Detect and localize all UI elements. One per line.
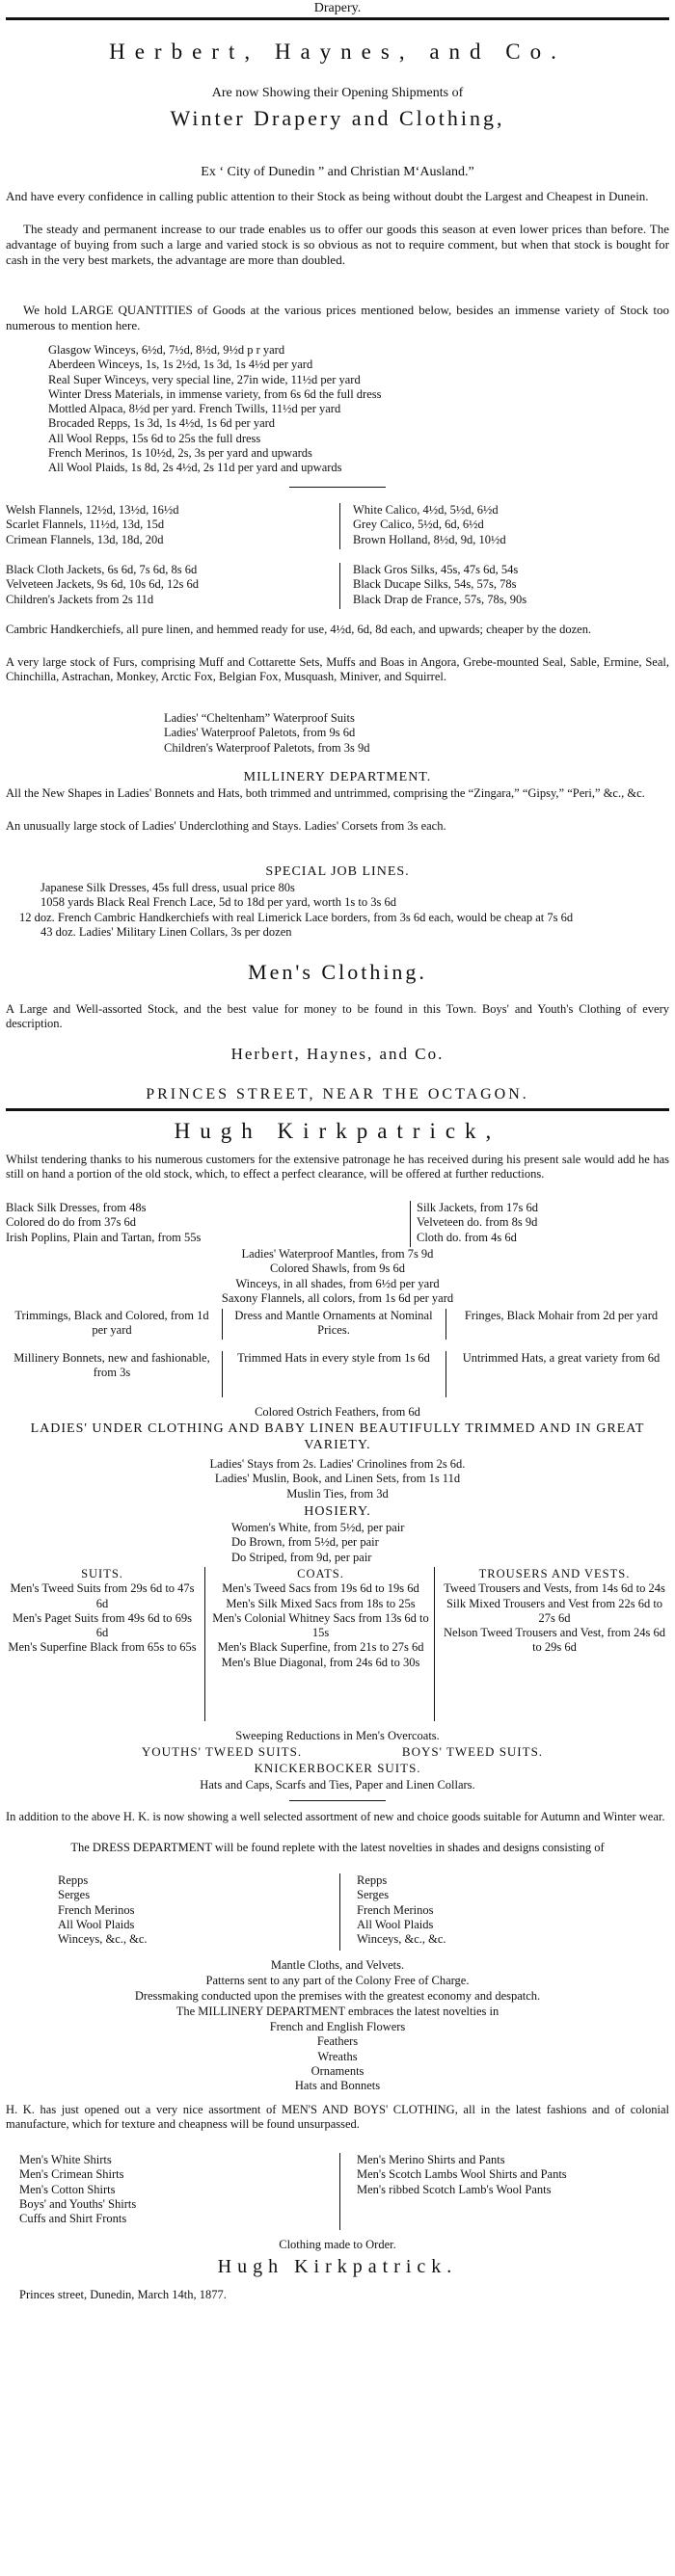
herbert-intro-3: We hold LARGE QUANTITIES of Goods at the various prices mentioned below, besides an immense variety of Stock too numerous to mention here.	[6, 303, 669, 332]
list-item: Ladies' “Cheltenham” Waterproof Suits	[164, 711, 355, 725]
coats-heading: COATS.	[297, 1567, 344, 1580]
herbert-opening: Are now Showing their Opening Shipments of	[211, 86, 464, 100]
list-item: Ladies' Waterproof Paletots, from 9s 6d	[164, 726, 356, 740]
list-item: Colored Shawls, from 9s 6d	[270, 1261, 405, 1276]
fabrics-right	[357, 1873, 588, 1947]
millinery-bonnets: Millinery Bonnets, new and fashionable, from 3s	[14, 1351, 210, 1380]
trimmings: Trimmings, Black and Colored, from 1d per yard	[14, 1309, 209, 1338]
hosiery-list	[231, 1521, 521, 1565]
suits-heading: SUITS.	[81, 1567, 123, 1580]
list-item: Black Silk Dresses, from 48s	[6, 1201, 147, 1214]
list-item: Children's Waterproof Paletots, from 3s 9d	[164, 740, 370, 755]
list-item: Men's Cotton Shirts	[19, 2182, 116, 2196]
list-item: Do Striped, from 9d, per pair	[231, 1550, 372, 1564]
list-item: Crimean Flannels, 13d, 18d, 20d	[6, 532, 164, 546]
list-item: Nelson Tweed Trousers and Vest, from 24s 6d to 29s 6d	[444, 1626, 665, 1655]
trousers-heading: TROUSERS AND VESTS.	[478, 1567, 631, 1580]
list-item: All Wool Repps, 15s 6d to 25s the full dress	[48, 431, 261, 445]
list-item: White Calico, 4½d, 5½d, 6½d	[353, 503, 499, 517]
underclothing-heading: LADIES' UNDER CLOTHING AND BABY LINEN BEAUTIFULLY TRIMMED AND IN GREAT VARIETY.	[30, 1421, 645, 1453]
millinery-department: The MILLINERY DEPARTMENT embraces the latest novelties in	[176, 2005, 500, 2018]
column-divider	[339, 2153, 340, 2230]
hosiery-heading: HOSIERY.	[304, 1504, 371, 1519]
jackets-right	[353, 563, 671, 607]
herbert-intro-2: The steady and permanent increase to our trade enables us to offer our goods this season at even lower prices than before. The advantage of buying from such a large and varied stock is so obvious as not to require comment, but when that stock is bought for cash in the very best markets, the advantage are more than doubled.	[6, 222, 669, 267]
hugh-center-list	[6, 1247, 669, 1306]
list-item: Men's Silk Mixed Sacs from 18s to 25s	[226, 1596, 416, 1610]
column-divider	[339, 563, 340, 609]
list-item: Black Gros Silks, 45s, 47s 6d, 54s	[353, 563, 519, 576]
list-item: Black Cloth Jackets, 6s 6d, 7s 6d, 8s 6d	[6, 563, 198, 576]
untrimmed-hats: Untrimmed Hats, a great variety from 6d	[462, 1351, 661, 1365]
list-item: Winceys, &c., &c.	[357, 1932, 446, 1946]
list-item: Men's Tweed Suits from 29s 6d to 47s 6d	[10, 1581, 195, 1610]
herbert-address: PRINCES STREET, NEAR THE OCTAGON.	[146, 1086, 529, 1102]
list-item: Winceys, in all shades, from 6½d per yard	[235, 1276, 440, 1290]
dressmaking-text: Dressmaking conducted upon the premises with the greatest economy and despatch.	[134, 1989, 541, 2003]
special-heading: SPECIAL JOB LINES.	[265, 864, 410, 879]
list-item: Real Super Winceys, very special line, 27in wide, 11½d per yard	[48, 372, 361, 386]
trousers-column	[440, 1567, 669, 1656]
stays-list	[6, 1457, 669, 1501]
list-item: Ladies' Stays from 2s. Ladies' Crinolines from 2s 6d.	[209, 1457, 466, 1471]
millinery-text-1: All the New Shapes in Ladies' Bonnets and Hats, both trimmed and untrimmed, comprising the “Zingara,” “Gipsy,” “Peri,” &c., &c.	[6, 786, 645, 800]
list-item: Women's White, from 5½d, per pair	[231, 1521, 405, 1534]
list-item: 12 doz. French Cambric Handkerchiefs with real Limerick Lace borders, from 3s 6d each, would be cheap at 7s 6d	[19, 910, 574, 924]
herbert-subtitle: Winter Drapery and Clothing,	[170, 106, 505, 130]
list-item: French Merinos	[58, 1902, 135, 1917]
overcoats: Sweeping Reductions in Men's Overcoats.	[235, 1729, 440, 1742]
patterns-text: Patterns sent to any part of the Colony Free of Charge.	[205, 1974, 470, 1987]
list-item: Black Ducape Silks, 54s, 57s, 78s	[353, 577, 517, 592]
list-item: Men's Colonial Whitney Sacs from 13s 6d to 15s	[212, 1610, 429, 1639]
list-item: All Wool Plaids	[58, 1917, 135, 1931]
column-divider	[222, 1309, 223, 1340]
list-item: Tweed Trousers and Vests, from 14s 6d to 24s	[444, 1581, 665, 1596]
list-item: Cuffs and Shirt Fronts	[19, 2212, 127, 2225]
column-divider	[339, 1873, 340, 1951]
list-item: Japanese Silk Dresses, 45s full dress, usual price 80s	[40, 881, 295, 894]
list-item: Serges	[357, 1888, 390, 1902]
hugh-title: Hugh Kirkpatrick,	[174, 1119, 501, 1143]
cambric-text: Cambric Handkerchiefs, all pure linen, and hemmed ready for use, 4½d, 6d, 8d each, and upwards; cheaper by the dozen.	[6, 623, 592, 636]
flowers-list	[6, 2020, 669, 2093]
list-item: Ornaments	[310, 2063, 364, 2078]
herbert-fabric-list	[48, 343, 646, 475]
list-item: Men's ribbed Scotch Lamb's Wool Pants	[357, 2182, 552, 2196]
column-divider	[222, 1351, 223, 1397]
furs-text: A very large stock of Furs, comprising Muff and Cottarette Sets, Muffs and Boas in Angora, Grebe-mounted Seal, Sable, Ermine, Seal, Chinchilla, Astrachan, Monkey, Arctic Fox, Belgian Fox, Musquash, Miniver, and Squirrel.	[6, 655, 669, 684]
section-header: Drapery.	[313, 1, 362, 15]
mantle-cloths: Mantle Cloths, and Velvets.	[270, 1958, 405, 1972]
list-item: Silk Jackets, from 17s 6d	[417, 1201, 539, 1214]
list-item: Irish Poplins, Plain and Tartan, from 55s	[6, 1230, 202, 1244]
list-item: Aberdeen Winceys, 1s, 1s 2½d, 1s 3d, 1s 4½d per yard	[48, 358, 313, 372]
opened-text: H. K. has just opened out a very nice assortment of MEN'S AND BOYS' CLOTHING, all in the latest fashions and of colonial manufacture, which for texture and cheapness will be found unsurpassed.	[6, 2103, 669, 2132]
shirts-left	[19, 2153, 309, 2226]
list-item: French Merinos, 1s 10½d, 2s, 3s per yard and upwards	[48, 445, 312, 460]
herbert-ex-ships: Ex ‘ City of Dunedin ” and Christian M‘Ausland.”	[201, 165, 474, 179]
list-item: Hats and Bonnets	[294, 2079, 381, 2092]
list-item: Men's Merino Shirts and Pants	[357, 2153, 505, 2166]
addition-text: In addition to the above H. K. is now showing a well selected assortment of new and choice goods suitable for Autumn and Winter wear.	[6, 1810, 665, 1823]
mens-clothing-text: A Large and Well-assorted Stock, and the best value for money to be found in this Town. Boys' and Youth's Clothing of every description.	[6, 1002, 669, 1031]
list-item: All Wool Plaids	[357, 1917, 434, 1931]
list-item: Boys' and Youths' Shirts	[19, 2196, 137, 2211]
list-item: Ladies' Muslin, Book, and Linen Sets, from 1s 11d	[214, 1472, 461, 1486]
hugh-intro: Whilst tendering thanks to his numerous customers for the extensive patronage he has received during his present sale would add he has still on hand a portion of the old stock, which, to effect a perfect clearance, will be offered at further reductions.	[6, 1153, 669, 1182]
trimmed-hats: Trimmed Hats in every style from 1s 6d	[237, 1351, 430, 1365]
list-item: Repps	[58, 1873, 89, 1887]
top-rule	[6, 17, 669, 20]
clothing-order: Clothing made to Order.	[279, 2238, 396, 2251]
list-item: Mottled Alpaca, 8½d per yard. French Twills, 11½d per yard	[48, 402, 341, 415]
column-divider	[204, 1567, 205, 1721]
list-item: French and English Flowers	[269, 2020, 406, 2033]
hugh-dress-left	[6, 1201, 334, 1245]
hugh-date: Princes street, Dunedin, March 14th, 1877.	[19, 2288, 227, 2301]
column-divider	[410, 1201, 411, 1247]
list-item: Saxony Flannels, all colors, from 1s 6d per yard	[221, 1290, 454, 1305]
list-item: Scarlet Flannels, 11½d, 13d, 15d	[6, 518, 165, 532]
hats-caps: Hats and Caps, Scarfs and Ties, Paper and Linen Collars.	[200, 1778, 475, 1792]
list-item: Feathers	[316, 2034, 359, 2049]
list-item: Do Brown, from 5½d, per pair	[231, 1535, 379, 1550]
herbert-intro-1: And have every confidence in calling public attention to their Stock as being without doubt the Largest and Cheapest in Dunein.	[6, 189, 649, 203]
list-item: Winceys, &c., &c.	[58, 1932, 148, 1946]
list-item: Men's Superfine Black from 65s to 65s	[8, 1640, 197, 1655]
millinery-heading: MILLINERY DEPARTMENT.	[243, 770, 432, 784]
list-item: Velveteen do. from 8s 9d	[417, 1215, 538, 1230]
fabrics-left	[58, 1873, 289, 1947]
column-divider	[339, 503, 340, 549]
coats-column	[212, 1567, 429, 1670]
hugh-signature: Hugh Kirkpatrick.	[217, 2256, 458, 2277]
herbert-title: Herbert, Haynes, and Co.	[109, 40, 566, 64]
feathers: Colored Ostrich Feathers, from 6d	[255, 1405, 420, 1419]
list-item: Repps	[357, 1873, 388, 1887]
list-item: Men's Crimean Shirts	[19, 2167, 124, 2182]
suits-column	[6, 1567, 199, 1656]
list-item: Cloth do. from 4s 6d	[417, 1230, 517, 1244]
section-rule	[6, 1108, 669, 1111]
ornaments: Dress and Mantle Ornaments at Nominal Prices.	[234, 1309, 433, 1338]
flannels-left	[6, 503, 324, 547]
list-item: Men's White Shirts	[19, 2153, 112, 2166]
list-item: Men's Blue Diagonal, from 24s 6d to 30s	[221, 1655, 420, 1669]
list-item: 1058 yards Black Real French Lace, 5d to 18d per yard, worth 1s to 3s 6d	[40, 895, 397, 910]
youths-suits: YOUTHS' TWEED SUITS.	[141, 1744, 303, 1759]
list-item: Muslin Ties, from 3d	[286, 1486, 389, 1500]
column-divider	[434, 1567, 435, 1721]
list-item: Welsh Flannels, 12½d, 13½d, 16½d	[6, 503, 179, 517]
list-item: Winter Dress Materials, in immense variety, from 6s 6d the full dress	[48, 386, 382, 401]
herbert-footer-title: Herbert, Haynes, and Co.	[230, 1045, 445, 1063]
knickerbocker-suits: KNICKERBOCKER SUITS.	[254, 1761, 421, 1775]
mens-clothing-heading: Men's Clothing.	[248, 960, 427, 984]
list-item: Grey Calico, 5½d, 6d, 6½d	[353, 518, 484, 532]
list-item: Wreaths	[317, 2049, 358, 2063]
list-item: Children's Jackets from 2s 11d	[6, 592, 154, 606]
list-item: Glasgow Winceys, 6½d, 7½d, 8½d, 9½d p r yard	[48, 343, 285, 357]
list-item: Brocaded Repps, 1s 3d, 1s 4½d, 1s 6d per yard	[48, 416, 276, 431]
boys-suits: BOYS' TWEED SUITS.	[401, 1744, 544, 1759]
list-item: 43 doz. Ladies' Military Linen Collars, 3s per dozen	[40, 924, 292, 939]
short-divider	[289, 1800, 386, 1801]
list-item: All Wool Plaids, 1s 8d, 2s 4½d, 2s 11d per yard and upwards	[48, 461, 342, 474]
flannels-right	[353, 503, 671, 547]
waterproof-list	[164, 711, 511, 756]
hugh-dress-right	[417, 1201, 667, 1245]
list-item: Black Drap de France, 57s, 78s, 90s	[353, 592, 527, 606]
list-item: Serges	[58, 1888, 91, 1902]
list-item: Men's Paget Suits from 49s 6d to 69s 6d	[13, 1610, 192, 1639]
shirts-right	[357, 2153, 665, 2197]
list-item: Men's Tweed Sacs from 19s 6d to 19s 6d	[222, 1581, 419, 1596]
short-divider	[289, 487, 386, 488]
list-item: French Merinos	[357, 1902, 434, 1917]
millinery-text-2: An unusually large stock of Ladies' Underclothing and Stays. Ladies' Corsets from 3s each.	[6, 819, 446, 833]
list-item: Men's Scotch Lambs Wool Shirts and Pants	[357, 2167, 567, 2182]
list-item: Silk Mixed Trousers and Vest from 22s 6d to 27s 6d	[446, 1596, 663, 1625]
dress-department: The DRESS DEPARTMENT will be found replete with the latest novelties in shades and designs consisting of	[70, 1841, 605, 1854]
list-item: Brown Holland, 8½d, 9d, 10½d	[353, 532, 506, 546]
special-list	[19, 881, 665, 940]
jackets-left	[6, 563, 338, 607]
list-item: Men's Black Superfine, from 21s to 27s 6d	[217, 1640, 424, 1655]
list-item: Velveteen Jackets, 9s 6d, 10s 6d, 12s 6d	[6, 577, 199, 592]
fringes: Fringes, Black Mohair from 2d per yard	[464, 1309, 659, 1322]
list-item: Colored do do from 37s 6d	[6, 1215, 137, 1230]
list-item: Ladies' Waterproof Mantles, from 7s 9d	[241, 1247, 434, 1261]
